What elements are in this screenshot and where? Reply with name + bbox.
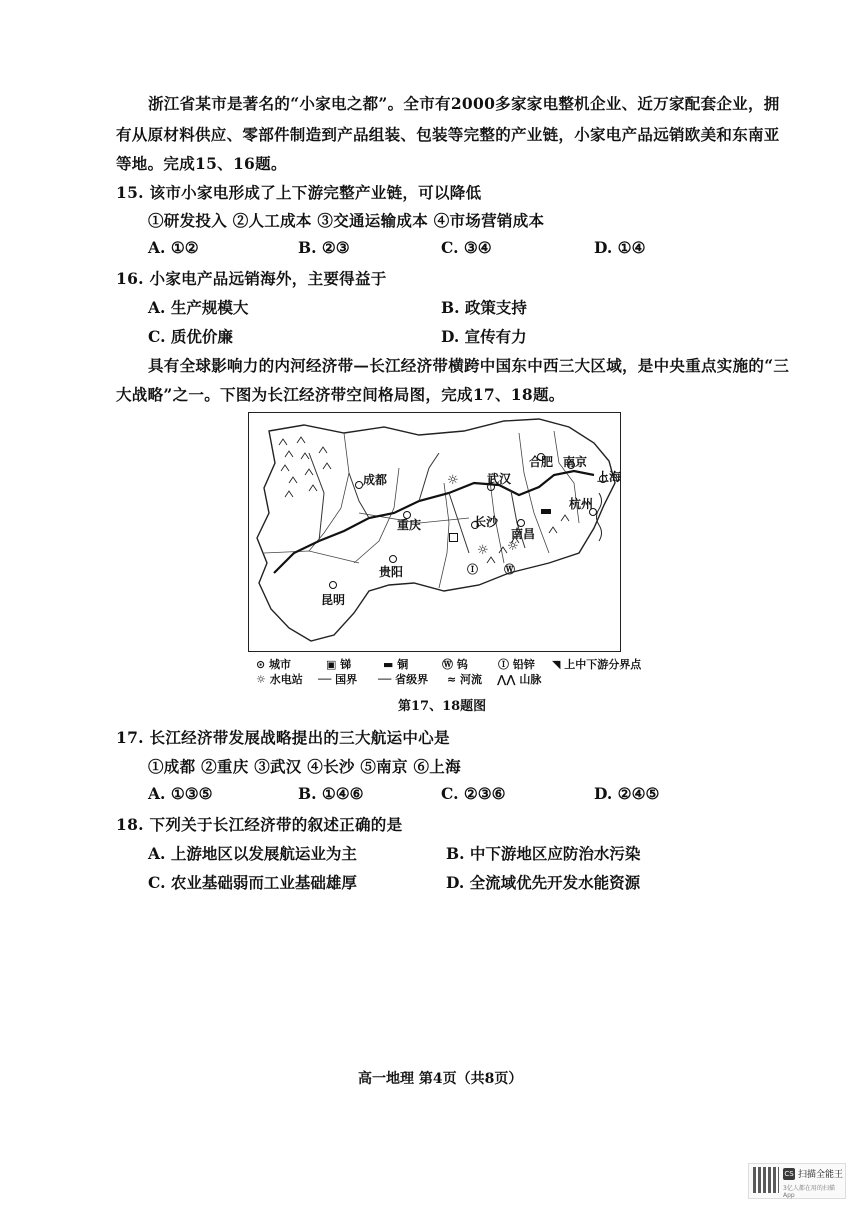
q18-option-d[interactable]: D. 全流域优先开发水能资源 xyxy=(446,873,641,892)
provincial-boundary xyxy=(309,433,349,551)
passage-1-line-3: 等地。完成15、16题。 xyxy=(116,154,287,173)
city-marker xyxy=(355,481,363,489)
qr-code-icon xyxy=(753,1167,779,1193)
question-18-stem: 18. 下列关于长江经济带的叙述正确的是 xyxy=(116,815,403,834)
legend-antimony: ▣ 锑 xyxy=(326,658,352,671)
national-border-legend-icon: ── xyxy=(318,673,336,686)
yangtze-economic-belt-map xyxy=(248,412,621,652)
antimony-icon xyxy=(449,533,458,542)
legend-copper: ▬ 铜 xyxy=(383,658,409,671)
q18-option-b[interactable]: B. 中下游地区应防治水污染 xyxy=(446,844,641,863)
hydro-legend-icon: ☼ xyxy=(256,673,270,686)
city-label-shanghai: 上海 xyxy=(597,470,622,484)
mountain-range-west xyxy=(279,437,331,497)
passage-2-line-2: 大战略”之一。下图为长江经济带空间格局图，完成17、18题。 xyxy=(116,385,565,404)
legend-tungsten: Ⓦ 钨 xyxy=(442,658,468,671)
tungsten-icon: Ⓦ xyxy=(504,563,515,576)
question-17-stem: 17. 长江经济带发展战略提出的三大航运中心是 xyxy=(116,728,450,747)
city-label-kunming: 昆明 xyxy=(321,593,346,607)
lead-zinc-legend-icon: Ⓘ xyxy=(498,658,513,671)
question-15-items: ①研发投入 ②人工成本 ③交通运输成本 ④市场营销成本 xyxy=(148,211,545,230)
city-label-wuhan: 武汉 xyxy=(487,472,512,486)
city-label-changsha: 长沙 xyxy=(474,515,499,529)
q16-option-a[interactable]: A. 生产规模大 xyxy=(148,298,249,317)
legend-city: ⊙ 城市 xyxy=(256,658,292,671)
city-legend-icon: ⊙ xyxy=(256,658,270,671)
tributary-river xyxy=(419,453,439,501)
legend-river: ≈ 河流 xyxy=(447,673,483,686)
passage-1-line-2: 有从原材料供应、零部件制造到产品组装、包装等完整的产业链，小家电产品远销欧美和东南亚 xyxy=(116,125,780,144)
city-marker xyxy=(389,555,397,563)
page-footer: 高一地理 第4页（共8页） xyxy=(358,1071,523,1087)
camscanner-logo-icon: CS xyxy=(784,1170,794,1178)
q16-option-b[interactable]: B. 政策支持 xyxy=(441,298,527,317)
city-label-chengdu: 成都 xyxy=(363,473,388,487)
river-legend-icon: ≈ xyxy=(447,673,461,686)
map-svg xyxy=(249,413,620,651)
mountain-legend-icon: ⋀⋀ xyxy=(497,673,520,686)
city-label-nanjing: 南京 xyxy=(563,455,588,469)
provincial-boundary xyxy=(264,551,359,563)
city-label-nanchang: 南昌 xyxy=(511,527,536,541)
q15-option-c[interactable]: C. ③④ xyxy=(441,238,492,257)
q17-option-d[interactable]: D. ②④⑤ xyxy=(594,784,660,803)
lead-zinc-icon: Ⓘ xyxy=(467,563,478,576)
hydro-station-icon: ☼ xyxy=(507,539,519,554)
q16-option-c[interactable]: C. 质优价廉 xyxy=(148,327,233,346)
region-outline xyxy=(257,419,615,641)
passage-2-line-1: 具有全球影响力的内河经济带—长江经济带横跨中国东中西三大区域，是中央重点实施的“三 xyxy=(148,356,790,375)
q15-option-b[interactable]: B. ②③ xyxy=(298,238,350,257)
city-label-hangzhou: 杭州 xyxy=(569,497,594,511)
q18-option-a[interactable]: A. 上游地区以发展航运业为主 xyxy=(148,844,357,863)
city-label-guiyang: 贵阳 xyxy=(379,565,404,579)
tributary-river xyxy=(309,453,324,541)
map-caption: 第17、18题图 xyxy=(398,699,487,714)
copper-legend-icon: ▬ xyxy=(383,658,398,671)
provincial-border-legend-icon: ── xyxy=(378,673,396,686)
question-15-stem: 15. 该市小家电形成了上下游完整产业链，可以降低 xyxy=(116,183,482,202)
city-marker xyxy=(329,581,337,589)
copper-icon xyxy=(541,509,551,514)
scanner-title: 扫描全能王 xyxy=(798,1170,844,1180)
city-label-hefei: 合肥 xyxy=(529,455,554,469)
q17-option-a[interactable]: A. ①③⑤ xyxy=(148,784,213,803)
antimony-legend-icon: ▣ xyxy=(326,658,341,671)
tungsten-legend-icon: Ⓦ xyxy=(442,658,457,671)
legend-mountain: ⋀⋀ 山脉 xyxy=(497,673,542,686)
q17-option-c[interactable]: C. ②③⑥ xyxy=(441,784,506,803)
scanner-watermark xyxy=(748,1163,846,1199)
q18-option-c[interactable]: C. 农业基础弱而工业基础雄厚 xyxy=(148,873,357,892)
legend-national-border: ── 国界 xyxy=(318,673,358,686)
passage-1-line-1: 浙江省某市是著名的“小家电之都”。全市有2000多家家电整机企业、近万家配套企业，拥 xyxy=(148,94,780,113)
question-16-stem: 16. 小家电产品远销海外，主要得益于 xyxy=(116,269,387,288)
legend-boundary-point: ◥ 上中下游分界点 xyxy=(552,658,642,671)
q15-option-a[interactable]: A. ①② xyxy=(148,238,199,257)
city-label-chongqing: 重庆 xyxy=(397,518,422,532)
provincial-boundary xyxy=(439,483,449,588)
legend-provincial-border: ── 省级界 xyxy=(378,673,429,686)
boundary-point-legend-icon: ◥ xyxy=(552,658,565,671)
scanner-subtitle: 3亿人都在用的扫描App xyxy=(783,1185,835,1199)
legend-lead-zinc: Ⓘ 铅锌 xyxy=(498,658,535,671)
q16-option-d[interactable]: D. 宣传有力 xyxy=(441,327,527,346)
q17-option-b[interactable]: B. ①④⑥ xyxy=(298,784,364,803)
tributary-river xyxy=(449,493,469,553)
hydro-station-icon: ☼ xyxy=(447,473,459,488)
legend-hydro: ☼ 水电站 xyxy=(256,673,303,686)
question-17-items: ①成都 ②重庆 ③武汉 ④长沙 ⑤南京 ⑥上海 xyxy=(148,757,461,776)
q15-option-d[interactable]: D. ①④ xyxy=(594,238,646,257)
hydro-station-icon: ☼ xyxy=(477,543,489,558)
